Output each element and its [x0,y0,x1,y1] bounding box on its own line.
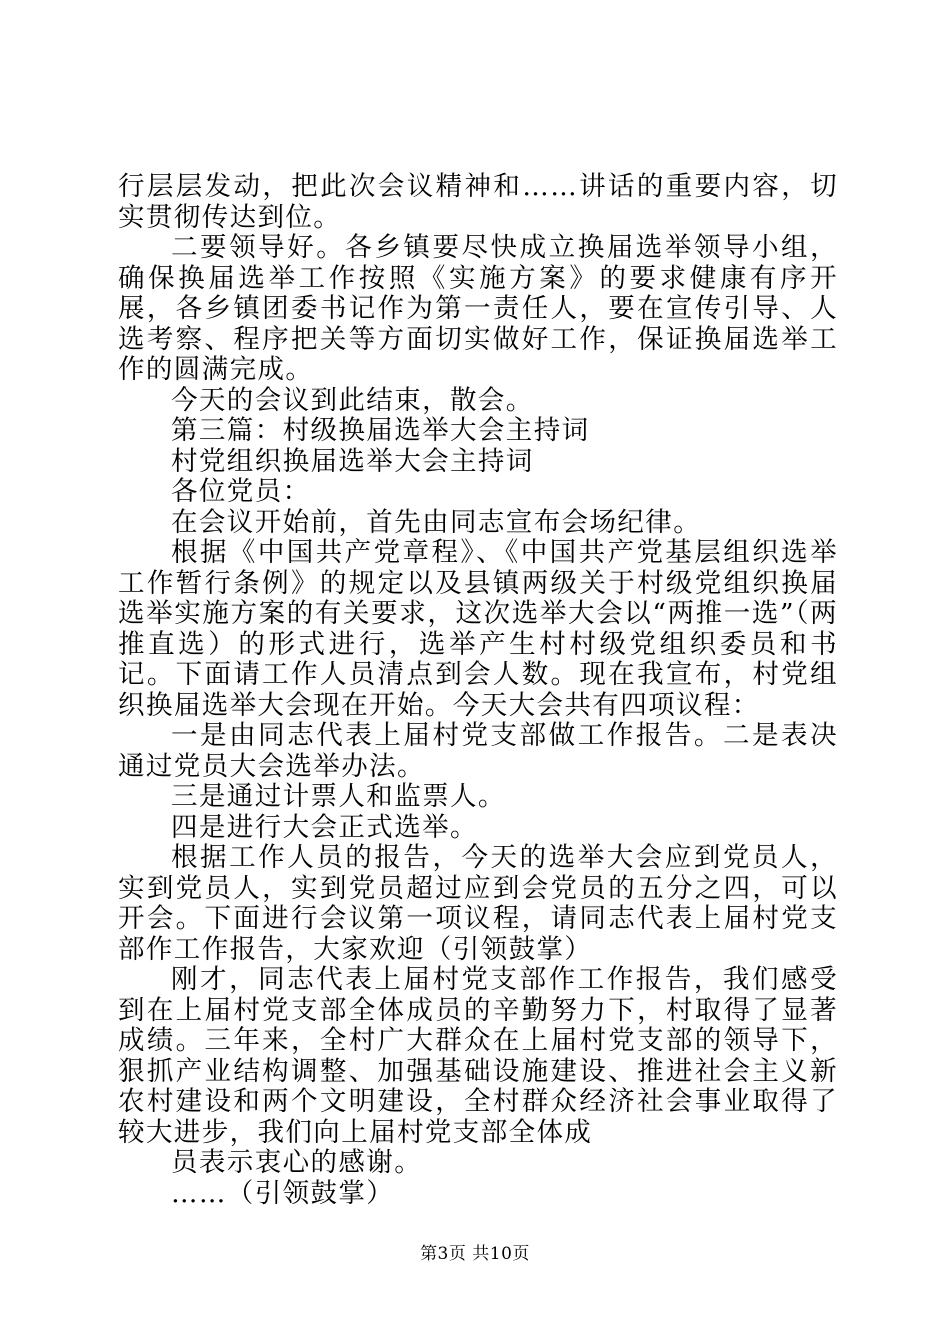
paragraph-10: 四是进行大会正式选举。 [171,811,478,843]
section-heading: 第三篇：村级换届选举大会主持词 [171,415,590,446]
paragraph-8: 一是由同志代表上届村党支部做工作报告。二是表决通过党员大会选举办法。 [118,720,838,782]
paragraph-11: 根据工作人员的报告，今天的选举大会应到党员人，实到党员人，实到党员超过应到会党员的五分之四，可以开会。下面进行会议第一项议程，请同志代表上届村党支部作工作报告，大家欢迎（引领鼓掌） [118,842,838,965]
paragraph-12: 刚才，同志代表上届村党支部作工作报告，我们感受到在上届村党支部全体成员的辛勤努力下，村取得了显著成绩。三年来，全村广大群众在上届村党支部的领导下，狠抓产业结构调整、加强基础设施建设、推进社会主义新农村建设和两个文明建设，全村群众经济社会事业取得了较大进步，我们向上届村党支部全体成 [118,964,838,1148]
paragraph-6: 在会议开始前，首先由同志宣布会场纪律。 [171,506,702,538]
paragraph-1: 二要领导好。各乡镇要尽快成立换届选举领导小组，确保换届选举工作按照《实施方案》的要求健康有序开展，各乡镇团委书记作为第一责任人，要在宣传引导、人选考察、程序把关等方面切实做好工作，保证换届选举工作的圆满完成。 [118,232,838,385]
page-number-footer: 第3页 共10页 [420,1244,530,1264]
paragraph-9: 三是通过计票人和监票人。 [171,781,506,812]
salutation: 各位党员： [171,476,311,507]
paragraph-13: 员表示衷心的感谢。 [171,1147,423,1178]
paragraph-0: 行层层发动，把此次会议精神和……讲话的重要内容，切实贯彻传达到位。 [118,171,838,233]
paragraph-14: ……（引领鼓掌） [171,1177,395,1209]
document-body [118,172,838,1209]
paragraph-2: 今天的会议到此结束，散会。 [171,384,534,416]
paragraph-7: 根据《中国共产党章程》、《中国共产党基层组织选举工作暂行条例》的规定以及县镇两级关于村级党组织换届选举实施方案的有关要求，这次选举大会以“两推一选”（两推直选）的形式进行，选举产生村村级党组织委员和书记。下面请工作人员清点到会人数。现在我宣布，村党组织换届选举大会现在开始。今天大会共有四项议程： [118,537,838,721]
document-subtitle: 村党组织换届选举大会主持词 [171,445,534,477]
